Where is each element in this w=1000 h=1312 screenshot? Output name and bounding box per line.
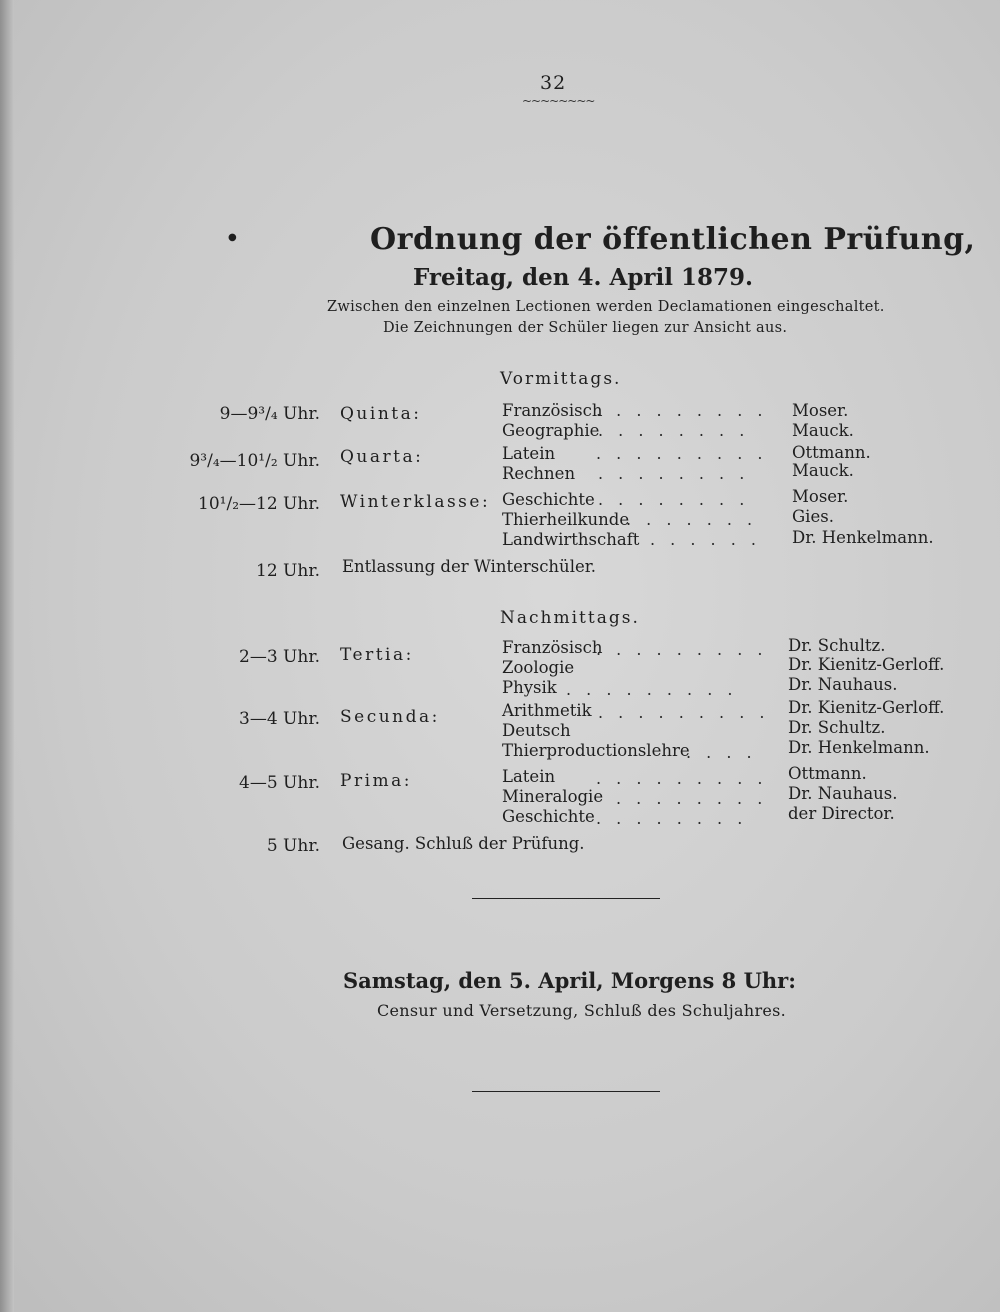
subject: Geschichte [502,807,595,826]
teacher: Moser. [792,401,849,420]
subject: Rechnen [502,464,576,483]
morning-heading: Vormittags. [500,369,622,389]
class-name: Secunda: [340,707,440,727]
subject: Geschichte [502,490,595,509]
subject: Thierproductionslehre [502,741,690,760]
time-slot: 9³/₄—10¹/₂ Uhr. [189,451,320,471]
teacher: Ottmann. [792,443,871,462]
subject: Zoologie [502,658,575,677]
teacher: Dr. Nauhaus. [788,675,898,694]
leader-dots: . . . . . . . . [598,421,750,440]
teacher: Moser. [792,487,849,506]
subject: Latein [502,767,556,786]
class-name: Prima: [340,771,412,791]
time-slot: 9—9³/₄ Uhr. [219,404,320,424]
time-slot: 3—4 Uhr. [239,709,320,729]
subject: Geographie [502,421,600,440]
leader-dots: . . . . . . [650,530,761,549]
page-number: 32 [540,72,567,94]
divider-line [472,898,660,899]
exam-title: Ordnung der öffentlichen Prüfung, [370,222,976,257]
time-slot: 12 Uhr. [256,561,320,581]
teacher: Dr. Kienitz-Gerloff. [788,698,945,717]
page-number-ornament: ~~~~~~~~ [522,94,595,108]
afternoon-heading: Nachmittags. [500,608,640,628]
class-name: Tertia: [340,645,414,665]
dismissal-note: Entlassung der Winterschüler. [342,557,597,576]
subject: Landwirthschaft [502,530,640,549]
teacher: Dr. Henkelmann. [792,528,934,547]
leader-dots: . . . . . . . . . [596,769,768,788]
time-slot: 10¹/₂—12 Uhr. [198,494,320,514]
teacher: Dr. Kienitz-Gerloff. [788,655,945,674]
leader-dots: . . . . . . . . . [596,444,768,463]
teacher: Dr. Henkelmann. [788,738,930,757]
subject: Französisch [502,401,603,420]
class-name: Quarta: [340,447,424,467]
time-slot: 5 Uhr. [266,836,320,856]
saturday-title: Samstag, den 5. April, Morgens 8 Uhr: [343,968,796,993]
subject: Deutsch [502,721,571,740]
subject: Physik [502,678,557,697]
drawings-note: Die Zeichnungen der Schüler liegen zur Ansicht aus. [383,320,788,336]
stray-dot: ● [228,232,237,243]
leader-dots: . . . . . . . . [616,789,768,808]
teacher: Mauck. [792,421,854,440]
saturday-note: Censur und Versetzung, Schluß des Schuljahres. [377,1001,787,1020]
leader-dots: . . . . . . . . [598,490,750,509]
leader-dots: . . . . . . . . [596,809,748,828]
leader-dots: . . . . [686,743,757,762]
subject: Arithmetik [502,701,592,720]
class-name: Winterklasse: [340,492,491,512]
page-edge-shadow [0,0,14,1312]
closing-note: Gesang. Schluß der Prüfung. [342,834,585,853]
teacher: Mauck. [792,461,854,480]
subject: Französisch [502,638,603,657]
teacher: Ottmann. [788,764,867,783]
class-name: Quinta: [340,404,422,424]
subject: Latein [502,444,556,463]
time-slot: 2—3 Uhr. [239,647,320,667]
leader-dots: . . . . . . . [626,510,758,529]
time-slot: 4—5 Uhr. [239,773,320,793]
leader-dots: . . . . . . . . . [596,401,768,420]
divider-line [472,1091,660,1092]
teacher: Dr. Schultz. [788,636,886,655]
leader-dots: . . . . . . . . . [596,640,768,659]
teacher: Dr. Schultz. [788,718,886,737]
teacher: der Director. [788,804,895,823]
teacher: Dr. Nauhaus. [788,784,898,803]
declamations-note: Zwischen den einzelnen Lectionen werden Declamationen eingeschaltet. [327,299,885,315]
leader-dots: . . . . . . . . . [566,680,738,699]
teacher: Gies. [792,507,834,526]
exam-date: Freitag, den 4. April 1879. [413,264,754,291]
subject: Mineralogie [502,787,604,806]
leader-dots: . . . . . . . . . [598,703,770,722]
subject: Thierheilkunde [502,510,630,529]
leader-dots: . . . . . . . . [598,464,750,483]
